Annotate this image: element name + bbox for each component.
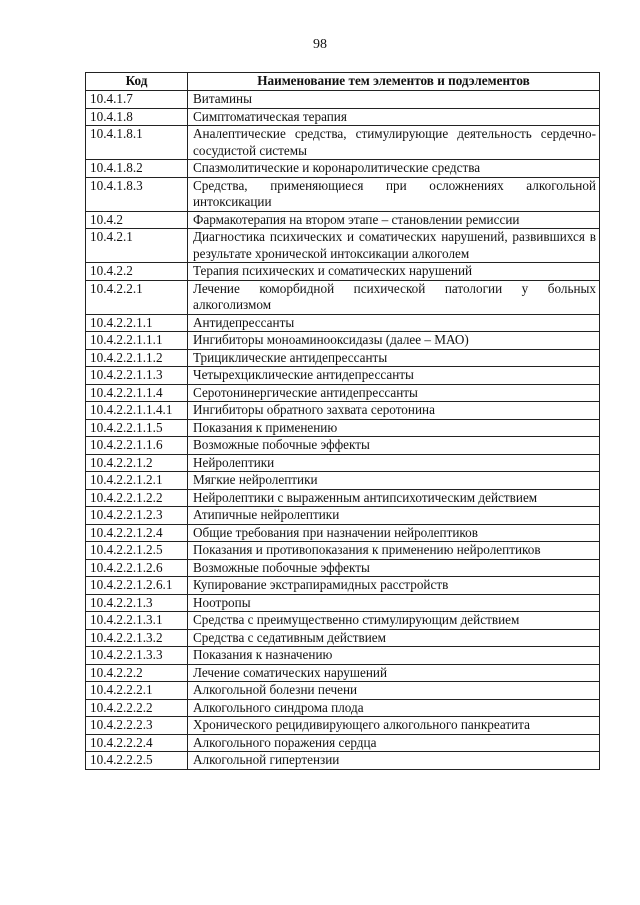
row-name: Средства с преимущественно стимулирующим действием [188,612,600,630]
row-code: 10.4.2.2.1.2.1 [86,472,188,490]
row-name: Спазмолитические и коронаролитические средства [188,160,600,178]
row-code: 10.4.2.2.1.2.4 [86,524,188,542]
row-code: 10.4.2.2.1.3 [86,594,188,612]
table-row [86,177,600,211]
table-row [86,211,600,229]
row-code: 10.4.2.2.1.1.6 [86,437,188,455]
row-code: 10.4.2.2.2.1 [86,682,188,700]
row-name: Ноотропы [188,594,600,612]
table-row [86,454,600,472]
topics-table [85,72,600,770]
row-code: 10.4.2.2.2.5 [86,752,188,770]
row-code: 10.4.2.2.1.2.3 [86,507,188,525]
row-name: Хронического рецидивирующего алкогольного панкреатита [188,717,600,735]
table-row [86,402,600,420]
row-name: Фармакотерапия на втором этапе – становлении ремиссии [188,211,600,229]
row-name: Диагностика психических и соматических нарушений, развившихся в результате хронической интоксикации алкоголем [188,229,600,263]
row-code: 10.4.2.2.1.2.5 [86,542,188,560]
table-row [86,229,600,263]
row-code: 10.4.1.8.1 [86,126,188,160]
row-code: 10.4.2.2.1.1.3 [86,367,188,385]
table-row [86,384,600,402]
row-name: Алкогольной гипертензии [188,752,600,770]
row-code: 10.4.2.2.1.2.6 [86,559,188,577]
row-code: 10.4.2.2.1.1.4.1 [86,402,188,420]
row-code: 10.4.2.2.1.3.1 [86,612,188,630]
row-name: Общие требования при назначении нейролептиков [188,524,600,542]
row-name: Симптоматическая терапия [188,108,600,126]
table-row [86,263,600,281]
row-name: Витамины [188,91,600,109]
table-row [86,717,600,735]
row-name: Алкогольного синдрома плода [188,699,600,717]
row-code: 10.4.2.2 [86,263,188,281]
table-row [86,314,600,332]
row-code: 10.4.2.2.1.1.2 [86,349,188,367]
row-code: 10.4.2.2.2.4 [86,734,188,752]
row-code: 10.4.1.8 [86,108,188,126]
row-name: Средства с седативным действием [188,629,600,647]
table-row [86,108,600,126]
row-name: Показания к назначению [188,647,600,665]
row-code: 10.4.2.2.2 [86,664,188,682]
table-row [86,734,600,752]
row-code: 10.4.1.7 [86,91,188,109]
table-row [86,126,600,160]
table-row [86,559,600,577]
table-row [86,507,600,525]
row-name: Лечение коморбидной психической патологии у больных алкоголизмом [188,280,600,314]
table-row [86,419,600,437]
row-code: 10.4.2.2.1 [86,280,188,314]
table-row [86,664,600,682]
table-header-row [86,73,600,91]
table-row [86,577,600,595]
row-name: Нейролептики с выраженным антипсихотическим действием [188,489,600,507]
row-code: 10.4.2.2.2.2 [86,699,188,717]
table-row [86,472,600,490]
row-name: Средства, применяющиеся при осложнениях алкогольной интоксикации [188,177,600,211]
table-row [86,594,600,612]
row-code: 10.4.1.8.3 [86,177,188,211]
row-code: 10.4.2.2.1.1.1 [86,332,188,350]
row-name: Купирование экстрапирамидных расстройств [188,577,600,595]
row-code: 10.4.2.2.1.2.2 [86,489,188,507]
row-name: Алкогольного поражения сердца [188,734,600,752]
row-name: Показания к применению [188,419,600,437]
row-name: Ингибиторы моноаминооксидазы (далее – МАО) [188,332,600,350]
row-name: Возможные побочные эффекты [188,559,600,577]
header-name: Наименование тем элементов и подэлементов [188,73,600,91]
table-row [86,699,600,717]
table-row [86,160,600,178]
row-code: 10.4.2.2.1.2 [86,454,188,472]
table-row [86,752,600,770]
table-row [86,349,600,367]
row-name: Антидепрессанты [188,314,600,332]
header-code: Код [86,73,188,91]
row-name: Показания и противопоказания к применению нейролептиков [188,542,600,560]
row-name: Атипичные нейролептики [188,507,600,525]
table-row [86,612,600,630]
row-name: Мягкие нейролептики [188,472,600,490]
row-name: Трициклические антидепрессанты [188,349,600,367]
row-code: 10.4.2.2.1.3.3 [86,647,188,665]
row-code: 10.4.2.2.1.1.5 [86,419,188,437]
row-name: Возможные побочные эффекты [188,437,600,455]
row-code: 10.4.2.2.1.3.2 [86,629,188,647]
table-row [86,629,600,647]
row-code: 10.4.1.8.2 [86,160,188,178]
table-row [86,647,600,665]
table-row [86,91,600,109]
row-name: Ингибиторы обратного захвата серотонина [188,402,600,420]
table-row [86,489,600,507]
row-name: Четырехциклические антидепрессанты [188,367,600,385]
row-name: Аналептические средства, стимулирующие деятельность сердечно-сосудистой системы [188,126,600,160]
table-row [86,524,600,542]
row-name: Терапия психических и соматических нарушений [188,263,600,281]
table-row [86,682,600,700]
table-row [86,437,600,455]
row-code: 10.4.2.1 [86,229,188,263]
row-name: Нейролептики [188,454,600,472]
row-code: 10.4.2.2.1.1.4 [86,384,188,402]
table-row [86,332,600,350]
row-name: Серотонинергические антидепрессанты [188,384,600,402]
row-code: 10.4.2.2.2.3 [86,717,188,735]
table-row [86,280,600,314]
table-row [86,542,600,560]
row-name: Алкогольной болезни печени [188,682,600,700]
page-number: 98 [313,37,327,52]
row-code: 10.4.2 [86,211,188,229]
table-row [86,367,600,385]
row-code: 10.4.2.2.1.2.6.1 [86,577,188,595]
row-name: Лечение соматических нарушений [188,664,600,682]
row-code: 10.4.2.2.1.1 [86,314,188,332]
